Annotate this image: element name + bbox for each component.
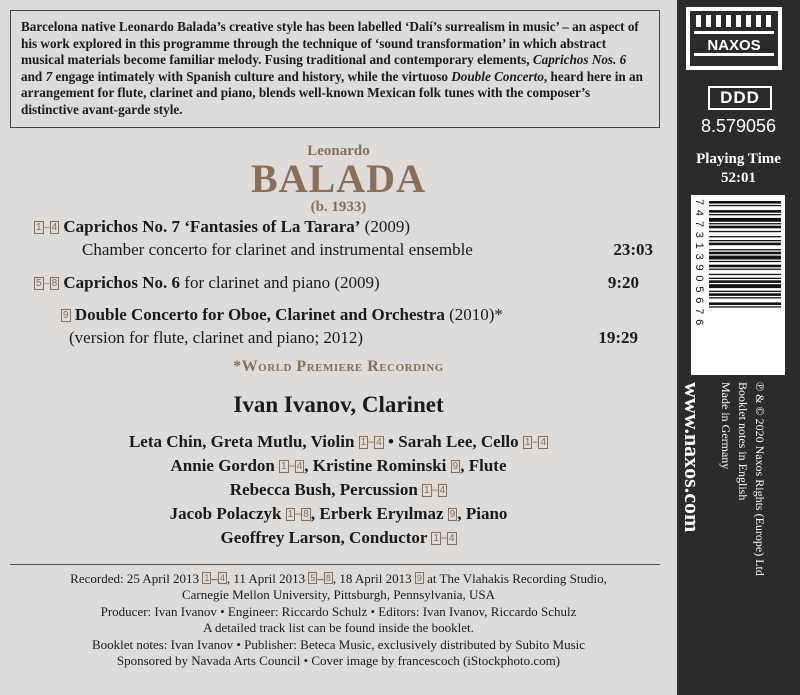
barcode-bar <box>709 218 781 222</box>
track-number-box: 1 <box>281 461 287 472</box>
performers-line-5: Geoffrey Larson, Conductor 1 – 4 <box>220 528 455 547</box>
barcode-bar <box>709 205 781 206</box>
ddd-badge: DDD <box>708 86 772 110</box>
track-2-rest: for clarinet and piano (2009) <box>180 273 380 292</box>
barcode-bar <box>709 284 781 288</box>
performers-line-2: Annie Gordon 1 – 4 , Kristine Rominski 9 , Flute <box>170 456 507 475</box>
website-url: www.naxos.com <box>680 382 705 533</box>
track-number-box: 8 <box>303 509 309 520</box>
performers-line-4: Jacob Polaczyk 1 – 8 , Erberk Eryılmaz 9 , Piano <box>169 504 508 523</box>
world-premiere-note: *World Premiere Recording <box>233 358 444 375</box>
barcode-bar <box>709 214 781 215</box>
barcode-bar <box>709 243 781 246</box>
playing-time-value: 52:01 <box>721 170 756 186</box>
credits-tracklist-note: A detailed track list can be found inside the booklet. <box>203 620 474 636</box>
barcode-bar <box>709 226 781 229</box>
barcode-bar <box>709 278 781 279</box>
intro-em-1: Caprichos Nos. 6 <box>532 52 627 68</box>
track-1-title: Caprichos No. 7 ‘Fantasies of La Tarara’ <box>63 217 361 236</box>
track-number-box: 5 <box>36 278 42 289</box>
intro-text-1: Barcelona native Leonardo Balada’s creative style has been labelled ‘Dalí’s surrealism in music’ – an aspect of his work explored in this programme through the technique of ‘sound transformation’ in which abstract musical materials become familiar melody. Fusing traditional and contemporary elements, <box>21 19 639 68</box>
performer-text: Rebecca Bush, Percussion <box>229 480 418 499</box>
naxos-logo-text: NAXOS <box>707 37 761 54</box>
credits-production: Producer: Ivan Ivanov • Engineer: Riccardo Schulz • Editors: Ivan Ivanov, Riccardo Schulz <box>100 603 577 619</box>
credits-sponsor: Sponsored by Navada Arts Council • Cover image by francescoch (iStockphoto.com) <box>116 653 561 669</box>
track-number-box: 4 <box>540 437 547 448</box>
track-number-box: 1 <box>424 485 430 496</box>
barcode-bar <box>709 274 781 275</box>
track-3-rest: (2010)* <box>444 305 503 324</box>
barcode-bar <box>709 210 781 213</box>
track-number-box: 5 <box>310 573 316 583</box>
barcode-bar <box>709 256 781 260</box>
credits-recorded: Recorded: 25 April 2013 1 – 4 , 11 April 2013 5 – 8 , 18 April 2013 9 at The Vlahakis Recording Studio, <box>70 571 607 586</box>
soloist: Ivan Ivanov, Clarinet <box>233 392 444 417</box>
track-number-box: 1 <box>204 573 210 583</box>
track-number-box: 9 <box>63 310 69 321</box>
booklet-language: Booklet notes in English <box>736 382 750 501</box>
performer-text: Leta Chin, Greta Mutlu, Violin <box>128 432 355 451</box>
catalog-number: 8.579056 <box>700 116 777 136</box>
credit-text: at The Vlahakis Recording Studio, <box>423 571 607 586</box>
intro-text-box <box>10 10 660 128</box>
track-2-title: Caprichos No. 6 <box>63 273 181 292</box>
track-number-box: 4 <box>219 573 225 583</box>
track-number-box: 9 <box>416 573 422 583</box>
barcode-bar <box>709 223 781 224</box>
track-number-box: 1 <box>287 509 294 520</box>
track-2-title-line: 5 – 8 Caprichos No. 6 for clarinet and piano (2009) <box>36 273 380 292</box>
credit-text: , 11 April 2013 <box>226 571 306 586</box>
intro-em-2: 7 <box>45 68 53 84</box>
performer-text: , Erberk Eryılmaz <box>310 504 444 523</box>
track-number-box: 1 <box>433 533 439 544</box>
track-1-subtitle: Chamber concerto for clarinet and instrumental ensemble <box>82 240 473 259</box>
track-number-box: 1 <box>524 437 531 448</box>
barcode-bar <box>709 291 781 292</box>
copyright-line: ℗ & © 2020 Naxos Rights (Europe) Ltd <box>753 382 767 576</box>
barcode-bar <box>709 293 781 296</box>
credits-booklet: Booklet notes: Ivan Ivanov • Publisher: Beteca Music, exclusively distributed by Subito Music <box>91 636 586 652</box>
track-1-title-line: 1 – 4 Caprichos No. 7 ‘Fantasies of La Tarara’ (2009) <box>36 217 410 236</box>
credits-venue: Carnegie Mellon University, Pittsburgh, Pennsylvania, USA <box>181 587 496 603</box>
barcode-bar <box>709 231 781 232</box>
credit-text: Recorded: 25 April 2013 <box>70 571 200 586</box>
barcode-bar <box>709 302 781 305</box>
track-number-box: 4 <box>448 533 455 544</box>
track-3-title-line <box>61 305 503 325</box>
track-number-box: 4 <box>376 437 382 448</box>
performer-text: • Sarah Lee, Cello <box>388 432 519 451</box>
track-2-duration: 9:20 <box>607 273 639 292</box>
composer-dates: (b. 1933) <box>310 199 367 215</box>
barcode-bar <box>709 280 781 283</box>
naxos-logo <box>686 7 782 70</box>
track-3-duration: 19:29 <box>598 328 638 347</box>
barcode-bar <box>709 249 781 250</box>
intro-em-3: Double Concerto <box>451 68 544 84</box>
track-1-year: (2009) <box>360 217 410 236</box>
barcode-bar <box>709 269 781 270</box>
track-3-title: Double Concerto for Oboe, Clarinet and Orchestra <box>74 305 445 324</box>
performer-text: Geoffrey Larson, Conductor <box>220 528 428 547</box>
barcode-bar <box>709 265 781 268</box>
barcode-bar <box>709 306 781 307</box>
track-1-duration: 23:03 <box>613 240 653 259</box>
track-number-box: 1 <box>36 222 42 233</box>
credit-text: , 18 April 2013 <box>332 571 412 586</box>
performers-line-3: Rebecca Bush, Percussion 1 – 4 <box>229 480 446 499</box>
track-number-box: 8 <box>325 573 331 583</box>
barcode-bar <box>709 252 781 255</box>
performer-text: , Kristine Rominski <box>304 456 447 475</box>
intro-text-2: and <box>21 68 46 84</box>
track-number-box: 4 <box>439 485 446 496</box>
intro-text-3: engage intimately with Spanish culture and history, while the virtuoso <box>52 68 452 84</box>
track-number-box: 9 <box>449 509 456 520</box>
performers-line-1: Leta Chin, Greta Mutlu, Violin 1 – 4 • Sarah Lee, Cello 1 – 4 <box>128 432 547 451</box>
track-number-box: 8 <box>51 278 58 289</box>
track-number-box: 4 <box>51 222 58 233</box>
performer-text: , Piano <box>457 504 508 523</box>
performer-text: , Flute <box>460 456 507 475</box>
barcode-bar <box>709 261 781 262</box>
barcode-bar <box>709 236 781 237</box>
intro-text-4: , heard here in an arrangement for flute, clarinet and piano, blends well-known Mexican folk tunes with the composer’s distinctive avant-garde style. <box>21 68 643 117</box>
barcode <box>691 195 785 375</box>
divider <box>10 564 660 565</box>
barcode-bar <box>709 240 781 241</box>
composer-first-name: Leonardo <box>307 143 370 159</box>
track-3-subtitle: (version for flute, clarinet and piano; 2012) <box>69 328 364 347</box>
track-number-box: 4 <box>296 461 303 472</box>
track-number-box: 9 <box>452 461 459 472</box>
composer-last-name: BALADA <box>251 156 426 201</box>
performer-text: Annie Gordon <box>170 456 275 475</box>
track-number-box: 1 <box>360 437 367 448</box>
playing-time-label: Playing Time <box>696 151 781 167</box>
barcode-digits: 747313905676 <box>693 199 705 331</box>
credits-block <box>0 571 677 669</box>
barcode-bar <box>709 201 781 204</box>
performer-text: Jacob Polaczyk <box>169 504 282 523</box>
made-in: Made in Germany <box>719 382 733 470</box>
barcode-bar <box>709 297 781 298</box>
